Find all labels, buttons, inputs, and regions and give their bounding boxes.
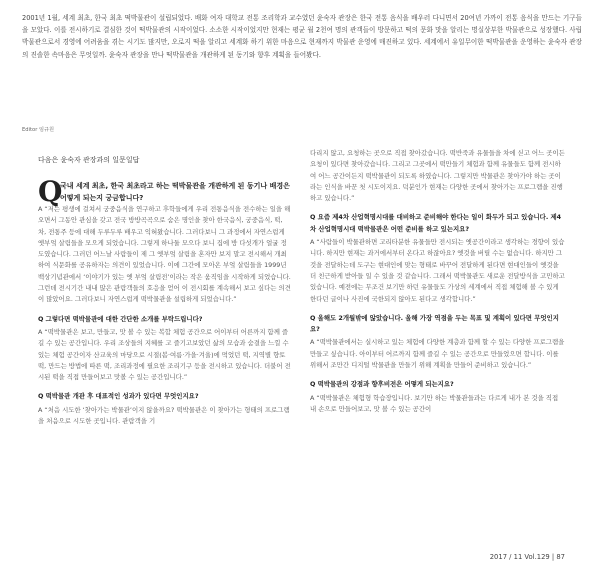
dropcap-q: Q (38, 175, 63, 208)
question-6: Q 떡박물관의 강점과 향후비전은 어떻게 되는지요? (310, 380, 454, 389)
left-column (38, 175, 291, 427)
question-1-text: 국내 세계 최초, 한국 최초라고 하는 떡박물관을 개관하게 된 동기나 배경은 어떻게 되는지 궁금합니다? (60, 182, 290, 202)
question-3: Q 떡박물관 개관 후 대표적인 성과가 있다면 무엇인지요? (38, 392, 199, 401)
editor-credit: Editor 임규원 (22, 127, 55, 133)
question-4: Q 요즘 제4차 산업혁명시대를 대비하고 준비해야 한다는 일이 화두가 되고 있습니다. 제4차 산업혁명시대 떡박물관은 어떤 준비를 하고 있는지요? (310, 213, 562, 233)
answer-3-continued: 다리지 않고, 요청하는 곳으로 직접 찾아갔습니다. 떡반죽과 유물들을 차에 싣고 어느 곳이든 요청이 있다면 찾아갔습니다. 그리고 그곳에서 떡만들기 체험과 함께 유물들도 함께 전시하여 어느 공간이든지 떡박물관이 되도록 하였습니다. 그렇지만 박물관은 찾아가야 하는 곳이라는 인식을 바꾼 첫 시도이지요. 덕분인가 현재는 다양한 곳에서 찾아가는 프로그램을 진행하고 있습니다.” (310, 149, 565, 203)
question-1 (38, 175, 291, 208)
answer-5: A “떡박물관에서는 실시하고 있는 체험에 다양한 계층과 함께 할 수 있는 다양한 프로그램을 만들고 싶습니다. 아이부터 어르까지 함께 즐길 수 있는 공간으로 만들었으면 합니다. 이를 위해서 조만간 디지털 박물관을 만들기 위해 계획을 만들어 준비하고 있습니다.” (310, 338, 565, 370)
interview-heading: 다음은 윤숙자 관장과의 일문일답 (38, 156, 140, 164)
answer-6: A “떡박물관은 체험형 학습장입니다. 보기만 하는 박물관들과는 다르게 내가 본 것을 직접 내 손으로 만들어보고, 맛 볼 수 있는 공간이 (310, 393, 559, 413)
answer-4: A “사람들이 박물관하면 고리타분한 유물들만 전시되는 옛공간이라고 생각하는 경향이 있습니다. 하지만 현재는 과거에서부터 온다고 하잖아요? 옛것을 버릴 수는 없습니다. 하지만 그것을 전달하는데 도구는 현대인에 맞는 형태로 바꾸어 전달하게 된다면 현대인들이 옛것을 더 친근하게 받아들 일 수 있을 것 같습니다. 그래서 떡박물관도 새로운 전달방식을 고민하고 있습니다. 예전에는 무조건 보기만 하던 유물들도 가상의 세계에서 직접 체험해 볼 수 있게 한다던 글이나 사진에 국한되지 않아도 된다고 생각합니다.” (310, 238, 565, 303)
question-2: Q 그렇다면 떡박물관에 대한 간단한 소개를 부탁드립니다? (38, 314, 203, 323)
answer-1: A “저는 평생에 걸쳐서 궁중음식을 연구하고 후학들에게 우리 전통음식을 전수하는 일을 해오면서 그동안 관심을 갖고 전국 방방곡곡으로 숨은 명인을 찾아 한국음식, 궁중음식, 떡, 차, 전통주 등에 대해 두루두루 배우고 익혀왔습니다. 그러다보니 그 과정에서 자연스럽게 옛부엌 살림들을 모으게 되었습니다. 그렇게 하나둘 모으다 보니 집에 방 다섯개가 얼굴 정도였습니다. 그러던 어느날 사람들이 제 그 옛부엌 살림을 혼자만 보지 말고 전시해서 개최하여 식문화를 공유하자는 의견이 있었습니다. 이에 그간에 모아온 부엌 살림들을 1999년 백상기념관에서 ‘이야기가 있는 옛 부엌 살림전’이라는 작은 움직임을 시작하게 되었습니다. 그런데 전시기간 내내 많은 관람객들의 호응을 얻어 이 전시회를 계속해서 보고 싶다는 의견이 많았어요. 그러다보니 자연스럽게 떡박물관을 설립하게 되었습니다.” (38, 205, 291, 304)
answer-2: A “떡박물관은 보고, 만들고, 맛 볼 수 있는 복합 체험 공간으로 어이부터 어른까지 함께 즐길 수 있는 공간입니다. 우리 조상들의 지혜를 고 즐기고보았던 삶의 모습과 숨결을 느낄 수 있는 체험 공간이자 산교육의 마당으로 시절(봄·여름·가을·겨울)에 먹었던 떡, 지역별 향토떡, 만드는 방법에 따른 떡, 조리과정에 필요한 조리기구 등을 전시하고 있습니다. 더불어 전시된 떡을 직접 만들어보고 맛볼 수 있는 공간입니다.” (38, 327, 291, 382)
answer-3: A “처음 시도한 ‘찾아가는 박물관’이지 않을까요? 떡박물관은 이 찾아가는 형태의 프로그램을 처음으로 시도한 곳입니다. 관람객을 기 (38, 405, 290, 426)
page-footer: 2017 / 11 Vol.129 | 87 (489, 553, 565, 561)
question-5: Q 올해도 2개월밖에 않았습니다. 올해 가장 역점을 두는 목표 및 계획이 있다면 무엇인지요? (310, 313, 559, 334)
intro-paragraph: 2001년 1월, 세계 최초, 한국 최초 떡박물관이 설립되었다. 배화 여자 대학교 전통 조리학과 교수였던 윤숙자 관장은 한국 전통 음식을 배우러 다니면서 20여년 가까이 전통 음식을 만드는 기구들을 모았다. 이를 전시하기로 결심한 것이 떡박물관의 시작이었다. 소소한 시작이었지만 현재는 평균 월 2천여 명의 관객들이 방문하고 떡의 문화 맛을 알리는 명실상부한 박물관으로 성장했다. 사립 박물관으로서 경영에 어려움을 겪는 시기도 많지만, 오로지 떡을 알리고 세계화 하기 위한 마음으로 현재까지 박물관 운영에 매진하고 있다. 세계에서 유일무이한 떡박물관을 운영하는 윤숙자 관장의 진솔한 속마음은 무엇일까. 윤숙자 관장을 만나 떡박물관을 개관하게 된 동기와 향후 계획을 들어봤다. (22, 14, 582, 59)
right-column (310, 148, 565, 415)
